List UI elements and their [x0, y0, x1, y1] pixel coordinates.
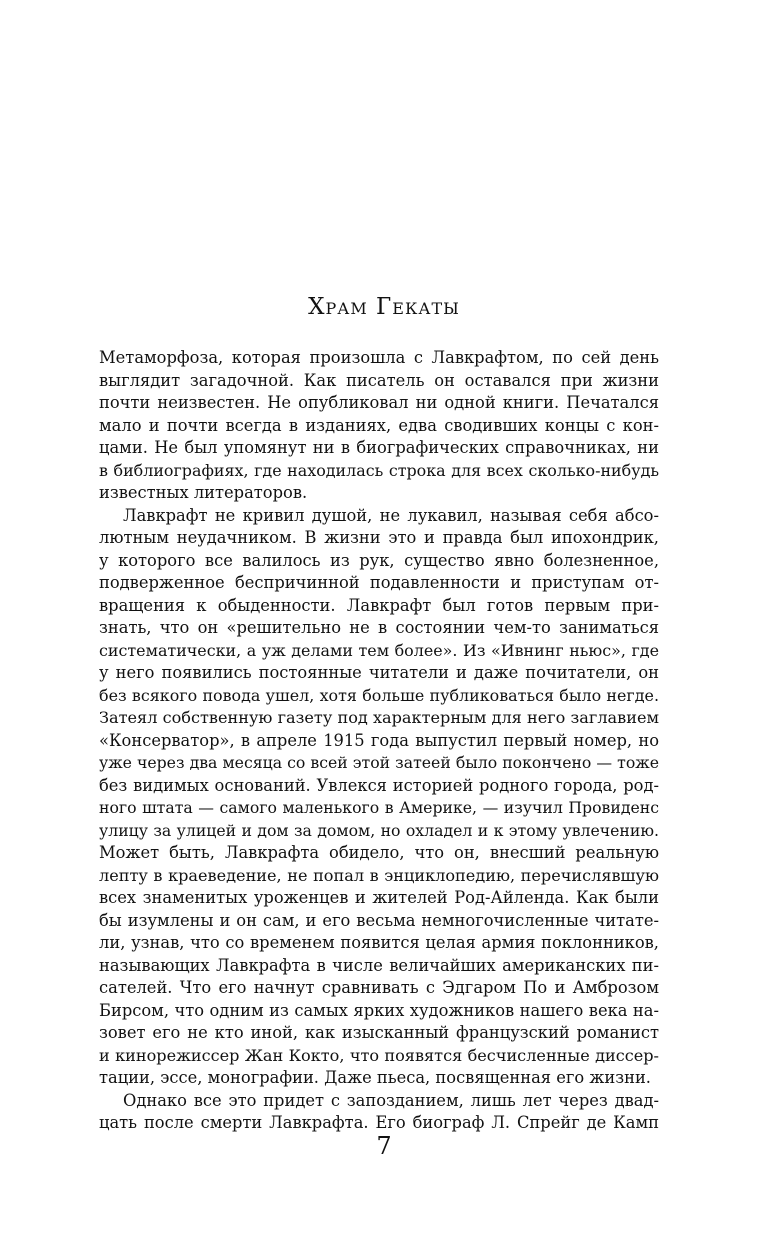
paragraph [99, 1090, 659, 1135]
text-line: лютным неудачником. В жизни это и правда был ипохондрик, [99, 528, 659, 547]
text-line: вращения к обыденности. Лавкрафт был готов первым при- [99, 595, 659, 615]
text-line: выглядит загадочной. Как писатель он оставался при жизни [99, 370, 659, 390]
text-line: Бирсом, что одним из самых ярких художников нашего века на- [99, 1000, 659, 1020]
text-line: Затеял собственную газету под характерным для него заглавием [99, 708, 659, 727]
text-line: называющих Лавкрафта в числе величайших американских пи- [99, 955, 659, 975]
text-line: Однако все это придет с запозданием, лишь лет через двад- [123, 1090, 659, 1110]
chapter-title: Храм Гекаты [308, 294, 460, 320]
text-line: цать после смерти Лавкрафта. Его биограф Л. Спрейг де Камп [99, 1113, 659, 1132]
text-line: зовет его не кто иной, как изысканный французский романист [99, 1023, 659, 1042]
text-line: ли, узнав, что со временем появится целая армия поклонников, [99, 933, 659, 952]
text-line: и кинорежиссер Жан Кокто, что появятся бесчисленные диссер- [99, 1045, 659, 1065]
text-line: «Консерватор», в апреле 1915 года выпустил первый номер, но [99, 730, 659, 750]
text-line: тации, эссе, монографии. Даже пьеса, посвященная его жизни. [99, 1068, 651, 1087]
text-line: знать, что он «решительно не в состоянии чем-то заниматься [99, 618, 659, 637]
text-line: без видимых оснований. Увлекся историей родного города, род- [99, 775, 659, 795]
page-number: 7 [376, 1132, 392, 1160]
text-line: цами. Не был упомянут ни в биографических справочниках, ни [99, 438, 659, 457]
text-line: мало и почти всегда в изданиях, едва сводивших концы с кон- [99, 415, 659, 435]
text-line: у которого все валилось из рук, существо явно болезненное, [99, 550, 659, 570]
text-line: Может быть, Лавкрафта обидело, что он, внесший реальную [99, 843, 659, 862]
text-line: у него появились постоянные читатели и даже почитатели, он [99, 663, 659, 682]
paragraph [99, 505, 659, 1090]
text-line: систематически, а уж делами тем более». Из «Ивнинг ньюс», где [99, 640, 659, 660]
text-line: улицу за улицей и дом за домом, но охладел и к этому увлечению. [99, 820, 659, 840]
text-line: известных литераторов. [99, 483, 308, 502]
paragraph [99, 347, 659, 505]
text-line: Метаморфоза, которая произошла с Лавкрафтом, по сей день [99, 348, 659, 367]
text-line: подверженное беспричинной подавленности и приступам от- [99, 573, 659, 592]
text-line: уже через два месяца со всей этой затеей было покончено — тоже [99, 753, 659, 772]
text-line: сателей. Что его начнут сравнивать с Эдгаром По и Амброзом [99, 978, 659, 997]
text-line: почти неизвестен. Не опубликовал ни одной книги. Печатался [99, 393, 659, 412]
text-line: бы изумлены и он сам, и его весьма немногочисленные читате- [99, 910, 659, 930]
body-text [99, 347, 659, 1135]
text-line: без всякого повода ушел, хотя больше публиковаться было негде. [99, 685, 659, 705]
text-line: всех знаменитых уроженцев и жителей Род-Айленда. Как были [99, 888, 659, 907]
text-line: Лавкрафт не кривил душой, не лукавил, называя себя абсо- [123, 505, 659, 525]
text-line: в библиографиях, где находилась строка для всех сколько-нибудь [99, 460, 659, 480]
text-line: лепту в краеведение, не попал в энциклопедию, перечислявшую [99, 865, 659, 885]
text-line: ного штата — самого маленького в Америке, — изучил Провиденс [99, 798, 659, 817]
